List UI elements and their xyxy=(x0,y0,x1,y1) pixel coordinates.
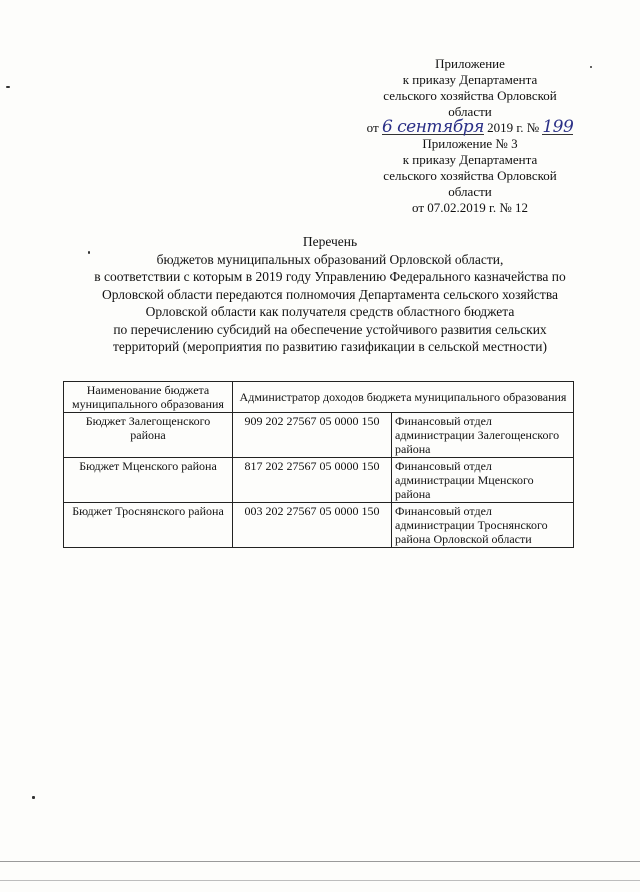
appendix-block xyxy=(364,56,576,216)
cell-administrator: Финансовый отдел администрации Мценского района xyxy=(392,458,574,503)
appendix-line: к приказу Департамента xyxy=(402,72,538,87)
scan-speck xyxy=(6,86,10,88)
appendix-date-line xyxy=(364,117,576,137)
heading-line: в соответствии с которым в 2019 году Управлению Федерального казначейства по xyxy=(94,269,566,284)
scan-edge-line xyxy=(0,880,640,881)
heading-line: Орловской области передаются полномочия Департамента сельского хозяйства xyxy=(101,286,559,302)
scan-speck xyxy=(590,66,592,68)
cell-budget: Бюджет Троснянского района xyxy=(64,503,233,548)
cell-code: 909 202 27567 05 0000 150 xyxy=(233,413,392,458)
handwritten-date: 6 сентября xyxy=(381,117,484,137)
date-year: 2019 г. № xyxy=(487,120,540,135)
header-administrator: Администратор доходов бюджета муниципального образования xyxy=(233,382,574,413)
heading-title: Перечень xyxy=(302,234,358,249)
appendix-line: сельского хозяйства Орловской xyxy=(383,168,557,183)
table-row xyxy=(64,458,574,503)
heading-line: бюджетов муниципальных образований Орловской области, xyxy=(156,251,504,267)
scan-edge-line xyxy=(0,861,640,862)
heading-line: по перечислению субсидий на обеспечение устойчивого развития сельских xyxy=(113,321,547,337)
date-prefix: от xyxy=(366,120,379,135)
appendix-line: к приказу Департамента xyxy=(402,152,538,167)
cell-code: 817 202 27567 05 0000 150 xyxy=(233,458,392,503)
table-row xyxy=(64,503,574,548)
appendix-line: области xyxy=(448,184,492,199)
appendix-line: Приложение № 3 xyxy=(422,136,518,151)
appendix-line: от 07.02.2019 г. № 12 xyxy=(411,200,529,215)
appendix-title: Приложение xyxy=(435,56,505,71)
cell-administrator: Финансовый отдел администрации Троснянского района Орловской области xyxy=(392,503,574,548)
header-budget-name: Наименование бюджета муниципального образования xyxy=(64,382,233,413)
cell-administrator: Финансовый отдел администрации Залегощенского района xyxy=(392,413,574,458)
cell-budget: Бюджет Мценского района xyxy=(64,458,233,503)
table-header-row xyxy=(64,382,574,413)
appendix-line: сельского хозяйства Орловской xyxy=(383,88,557,103)
table-row xyxy=(64,413,574,458)
handwritten-number: 199 xyxy=(542,117,574,137)
cell-budget: Бюджет Залегощенского района xyxy=(64,413,233,458)
heading-line: Орловской области как получателя средств областного бюджета xyxy=(145,304,515,319)
scan-speck xyxy=(88,251,90,254)
scan-speck xyxy=(32,796,35,799)
cell-code: 003 202 27567 05 0000 150 xyxy=(233,503,392,548)
appendix-line: области xyxy=(448,104,492,119)
budget-table xyxy=(63,381,574,548)
document-heading xyxy=(40,233,620,356)
heading-line: территорий (мероприятия по развитию газификации в сельской местности) xyxy=(112,339,548,354)
